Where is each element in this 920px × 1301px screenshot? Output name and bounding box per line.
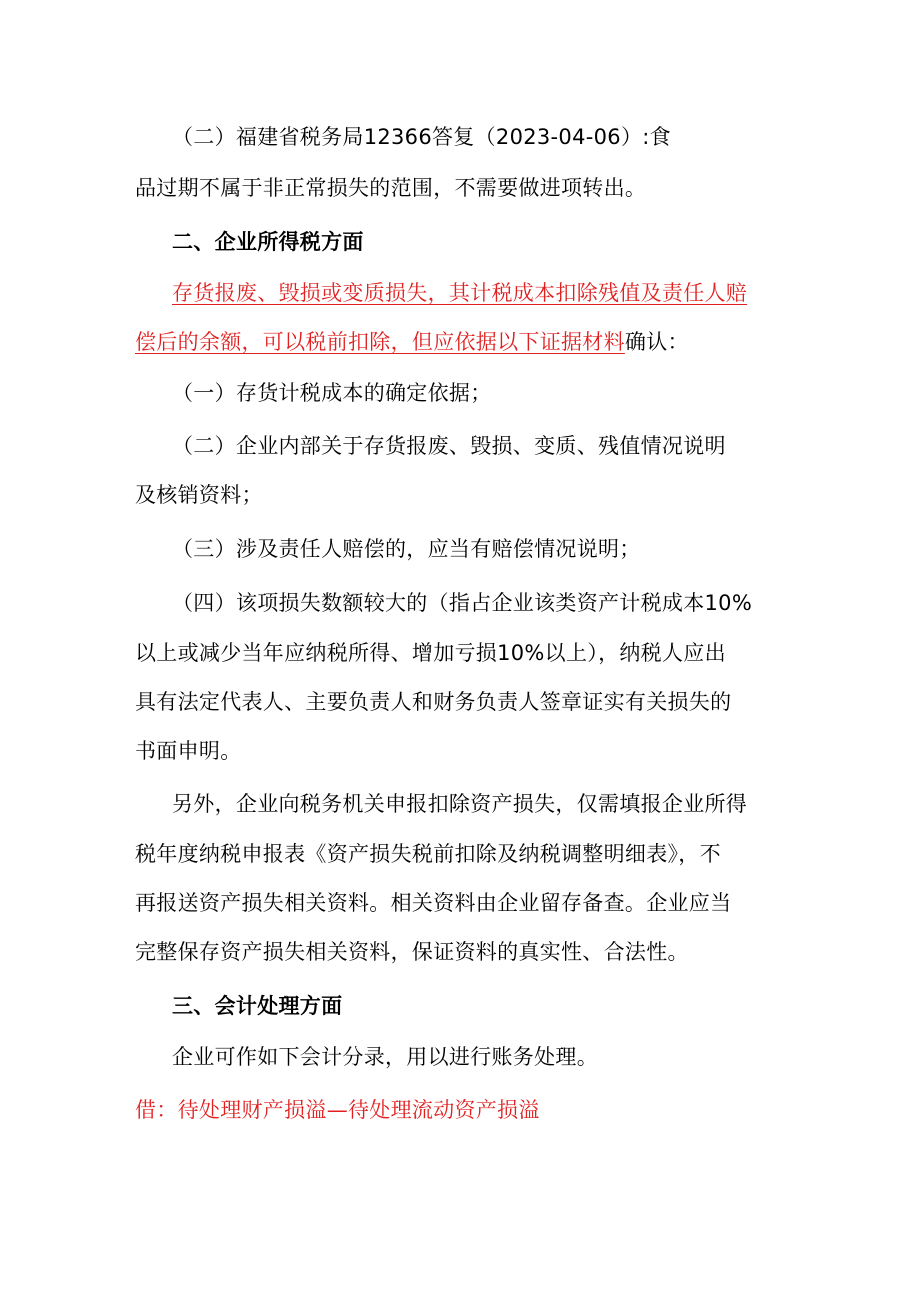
journal-entry-debit: 借：待处理财产损溢—待处理流动资产损溢 xyxy=(135,1098,540,1122)
evidence-item-4-line4: 书面申明。 xyxy=(135,739,242,763)
note-para-line4: 完整保存资产损失相关资料，保证资料的真实性、合法性。 xyxy=(135,940,689,964)
section-two-heading: 二、企业所得税方面 xyxy=(172,230,364,254)
note-para-line1: 另外，企业向税务机关申报扣除资产损失，仅需填报企业所得 xyxy=(172,792,748,816)
evidence-item-1: （一）存货计税成本的确定依据； xyxy=(172,381,492,405)
evidence-item-3: （三）涉及责任人赔偿的，应当有赔偿情况说明； xyxy=(172,537,641,561)
evidence-item-2-line1: （二）企业内部关于存货报废、毁损、变质、残值情况说明 xyxy=(172,434,726,458)
evidence-item-4-line2: 以上或减少当年应纳税所得、增加亏损10%以上），纳税人应出 xyxy=(135,641,726,665)
section-three-heading: 三、会计处理方面 xyxy=(172,994,343,1018)
evidence-item-4-line3: 具有法定代表人、主要负责人和财务负责人签章证实有关损失的 xyxy=(135,690,732,714)
note-para-line2: 税年度纳税申报表《资产损失税前扣除及纳税调整明细表》，不 xyxy=(135,842,721,866)
note-para-line3: 再报送资产损失相关资料。相关资料由企业留存备查。企业应当 xyxy=(135,891,732,915)
section-two-intro-line1: 存货报废、毁损或变质损失，其计税成本扣除残值及责任人赔 xyxy=(172,281,748,305)
intro-line2-red-text: 偿后的余额，可以税前扣除，但应依据以下证据材料 xyxy=(135,330,625,354)
intro-line2-black-text: 确认： xyxy=(624,330,689,354)
section-three-intro: 企业可作如下会计分录，用以进行账务处理。 xyxy=(172,1045,598,1069)
evidence-item-4-line1: （四）该项损失数额较大的（指占企业该类资产计税成本10% xyxy=(172,591,753,615)
section-two-intro-line2 xyxy=(135,327,689,357)
prev-item2-line1: （二）福建省税务局12366答复（2023-04-06）:食 xyxy=(172,125,671,149)
prev-item2-line2: 品过期不属于非正常损失的范围，不需要做进项转出。 xyxy=(135,176,647,200)
evidence-item-2-line2: 及核销资料； xyxy=(135,483,263,507)
